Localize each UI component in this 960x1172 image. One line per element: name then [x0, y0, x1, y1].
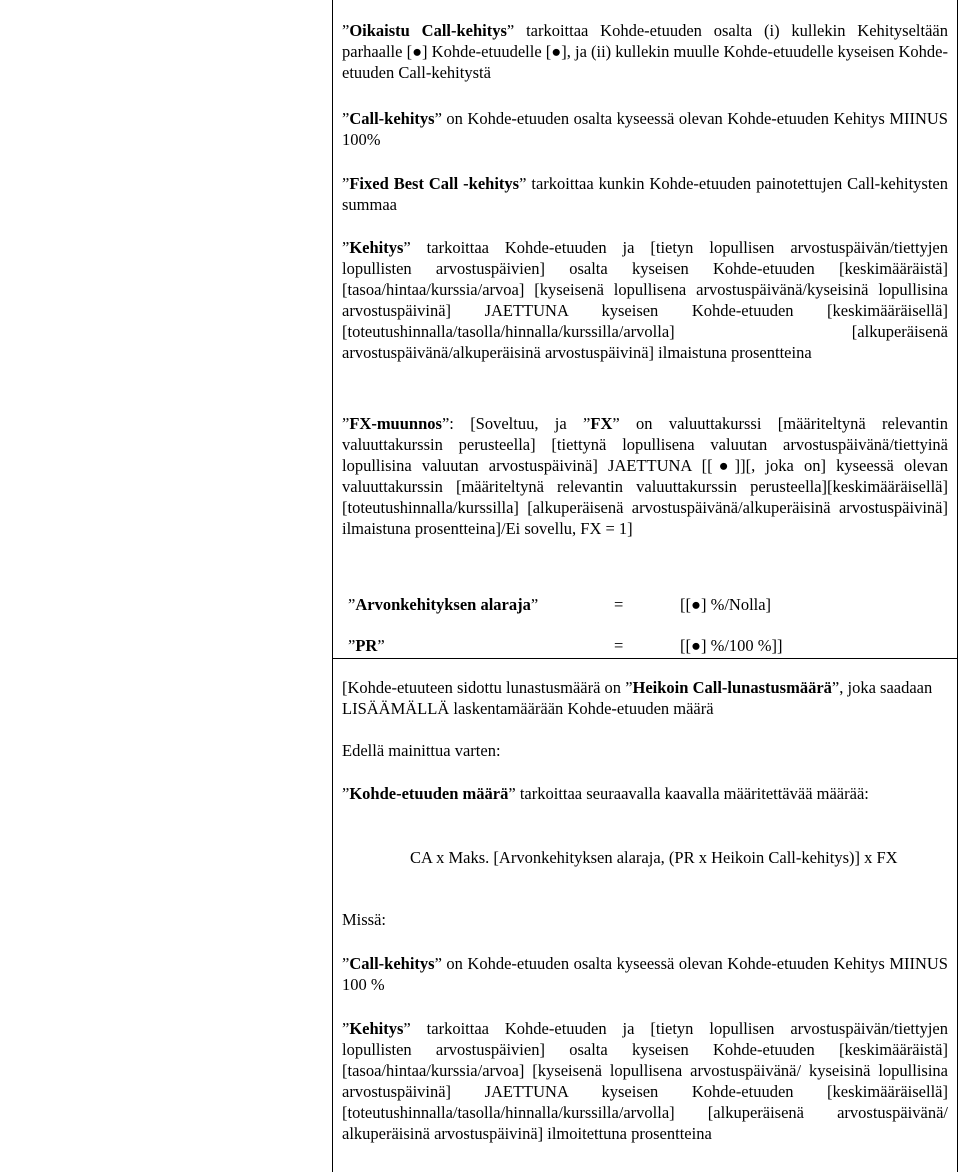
definition-text: tarkoittaa seuraavalla kaavalla määritettävää määrää:	[515, 784, 869, 803]
definition-text: tarkoittaa kunkin Kohde-etuuden painotettujen Call-kehitysten summaa	[342, 174, 948, 214]
intro-pre: [Kohde-etuuteen sidottu lunastusmäärä on	[342, 678, 626, 697]
equation-pr	[342, 635, 948, 656]
equation-term-wrap: ”Arvonkehityksen alaraja”	[348, 595, 539, 614]
fx-term: FX	[590, 414, 613, 433]
definition-kehitys: ”Kehitys” tarkoittaa Kohde-etuuden ja [tietyn lopullisen arvostuspäivän/tiettyjen lopullisten arvostuspäivien] osalta kyseisen Kohde-etuuden [keskimääräistä] [tasoa/hintaa/kurssia/arvoa] [kyseisenä lopullisena arvostuspäivänä/kyseisinä lopullisina arvostuspäivinä] JAETTUNA kyseisen Kohde-etuuden [keskimääräisellä] [toteutushinnalla/tasolla/hinnalla/kurssilla/arvolla] [alkuperäisenä arvostuspäivänä/alkuperäisinä arvostuspäivinä] ilmaistuna prosentteina	[342, 238, 948, 362]
equation-value: [[●] %/Nolla]	[680, 595, 772, 614]
definition-text: tarkoittaa Kohde-etuuden osalta (i) kullekin Kehityseltään parhaalle [●] Kohde-etuudelle [●], ja (ii) kullekin muulle Kohde-etuudelle kyseisen Kohde-etuuden Call-kehitystä	[342, 21, 948, 82]
definition-text: tarkoittaa Kohde-etuuden ja [tietyn lopullisen arvostuspäivän/tiettyjen lopullisten arvostuspäivien] osalta kyseisen Kohde-etuuden [keskimääräistä] [tasoa/hintaa/kurssia/arvoa] [kyseisenä lopullisena arvostuspäivänä/ kyseisinä lopullisina arvostuspäivinä] JAETTUNA kyseisen Kohde-etuuden [keskimääräisellä] [toteutushinnalla/tasolla/hinnalla/kurssilla/arvolla] [alkuperäisenä arvostuspäivänä/ alkuperäisinä arvostuspäivinä] ilmoitettuna prosentteina	[342, 1019, 948, 1143]
row-divider	[332, 658, 958, 659]
for-above-label: Edellä mainittua varten:	[342, 741, 501, 760]
table-border-left	[332, 0, 333, 1172]
formula: CA x Maks. [Arvonkehityksen alaraja, (PR x Heikoin Call-kehitys)] x FX	[410, 848, 898, 867]
fx-pre: : [Soveltuu, ja	[449, 414, 584, 433]
intro-term: Heikoin Call-lunastusmäärä	[632, 678, 832, 697]
equals-sign: =	[614, 636, 624, 655]
term: FX-muunnos	[349, 414, 442, 433]
intro-paragraph: [Kohde-etuuteen sidottu lunastusmäärä on ”Heikoin Call-lunastusmäärä”, joka saadaan LISÄÄMÄLLÄ laskentamäärään Kohde-etuuden määrä	[342, 678, 933, 718]
definition-text: on Kohde-etuuden osalta kyseessä olevan Kohde-etuuden Kehitys MIINUS 100 %	[342, 954, 948, 994]
where-label: Missä:	[342, 910, 387, 929]
term: Kehitys	[349, 1019, 404, 1038]
equation-value: [[●] %/100 %]]	[680, 636, 783, 655]
term: Kohde-etuuden määrä	[349, 784, 509, 803]
equation-term-wrap: ”PR”	[348, 636, 385, 655]
definition-oikaistu: ”Oikaistu Call-kehitys” tarkoittaa Kohde-etuuden osalta (i) kullekin Kehityseltään parhaalle [●] Kohde-etuudelle [●], ja (ii) kullekin muulle Kohde-etuudelle kyseisen Kohde-etuuden Call-kehitystä	[342, 21, 948, 82]
definition-fx: ”FX-muunnos”: [Soveltuu, ja ”FX” on valuuttakurssi [määriteltynä relevantin valuuttakurssin perusteella] [tiettynä lopullisena valuutan arvostuspäivänä/tiettyinä lopullisina valuutan arvostuspäivinä] JAETTUNA [[●]][, joka on] kyseessä olevan valuuttakurssin [määriteltynä relevantin valuuttakurssin perusteella][keskimääräisellä] [toteutushinnalla/kurssilla] [alkuperäisenä arvostuspäivänä/alkuperäisinä arvostuspäivinä] ilmaistuna prosentteina]/Ei sovellu, FX = 1]	[342, 414, 948, 538]
definition-text: tarkoittaa Kohde-etuuden ja [tietyn lopullisen arvostuspäivän/tiettyjen lopullisten arvostuspäivien] osalta kyseisen Kohde-etuuden [keskimääräistä] [tasoa/hintaa/kurssia/arvoa] [kyseisenä lopullisena arvostuspäivänä/kyseisinä lopullisina arvostuspäivinä] JAETTUNA kyseisen Kohde-etuuden [keskimääräisellä] [toteutushinnalla/tasolla/hinnalla/kurssilla/arvolla] [alkuperäisenä arvostuspäivänä/alkuperäisinä arvostuspäivinä] ilmaistuna prosentteina	[342, 238, 948, 362]
definition-call-kehitys: ”Call-kehitys” on Kohde-etuuden osalta kyseessä olevan Kohde-etuuden Kehitys MIINUS 100%	[342, 109, 948, 149]
term: Oikaistu Call-kehitys	[349, 21, 507, 40]
term: Call-kehitys	[349, 954, 435, 973]
table-border-right	[957, 0, 958, 1172]
equation-arvonkehitys	[342, 594, 948, 615]
definition-call-kehitys-2: ”Call-kehitys” on Kohde-etuuden osalta kyseessä olevan Kohde-etuuden Kehitys MIINUS 100 %	[342, 954, 948, 994]
intro-post: , joka saadaan LISÄÄMÄLLÄ laskentamäärään Kohde-etuuden määrä	[342, 678, 933, 718]
definition-text: on valuuttakurssi [määriteltynä relevantin valuuttakurssin perusteella] [tiettynä lopullisena valuutan arvostuspäivänä/tiettyinä lopullisina valuutan arvostuspäivinä] JAETTUNA [[●]][, joka on] kyseessä olevan valuuttakurssin [määriteltynä relevantin valuuttakurssin perusteella][keskimääräisellä] [toteutushinnalla/kurssilla] [alkuperäisenä arvostuspäivänä/alkuperäisinä arvostuspäivinä] ilmaistuna prosentteina]/Ei sovellu, FX = 1]	[342, 414, 948, 538]
definition-fixed-best: ”Fixed Best Call -kehitys” tarkoittaa kunkin Kohde-etuuden painotettujen Call-kehitysten summaa	[342, 174, 948, 214]
definition-text: on Kohde-etuuden osalta kyseessä olevan Kohde-etuuden Kehitys MIINUS 100%	[342, 109, 948, 149]
definition-kehitys-2: ”Kehitys” tarkoittaa Kohde-etuuden ja [tietyn lopullisen arvostuspäivän/tiettyjen lopullisten arvostuspäivien] osalta kyseisen Kohde-etuuden [keskimääräistä] [tasoa/hintaa/kurssia/arvoa] [kyseisenä lopullisena arvostuspäivänä/ kyseisinä lopullisina arvostuspäivinä] JAETTUNA kyseisen Kohde-etuuden [keskimääräisellä] [toteutushinnalla/tasolla/hinnalla/kurssilla/arvolla] [alkuperäisenä arvostuspäivänä/ alkuperäisinä arvostuspäivinä] ilmoitettuna prosentteina	[342, 1019, 948, 1143]
term: Fixed Best Call -kehitys	[349, 174, 520, 193]
term: Kehitys	[349, 238, 404, 257]
equals-sign: =	[614, 595, 624, 614]
equation-term: PR	[355, 636, 378, 655]
definition-kohde-maara: ”Kohde-etuuden määrä” tarkoittaa seuraavalla kaavalla määritettävää määrää:	[342, 784, 869, 803]
term: Call-kehitys	[349, 109, 435, 128]
equation-term: Arvonkehityksen alaraja	[355, 595, 531, 614]
